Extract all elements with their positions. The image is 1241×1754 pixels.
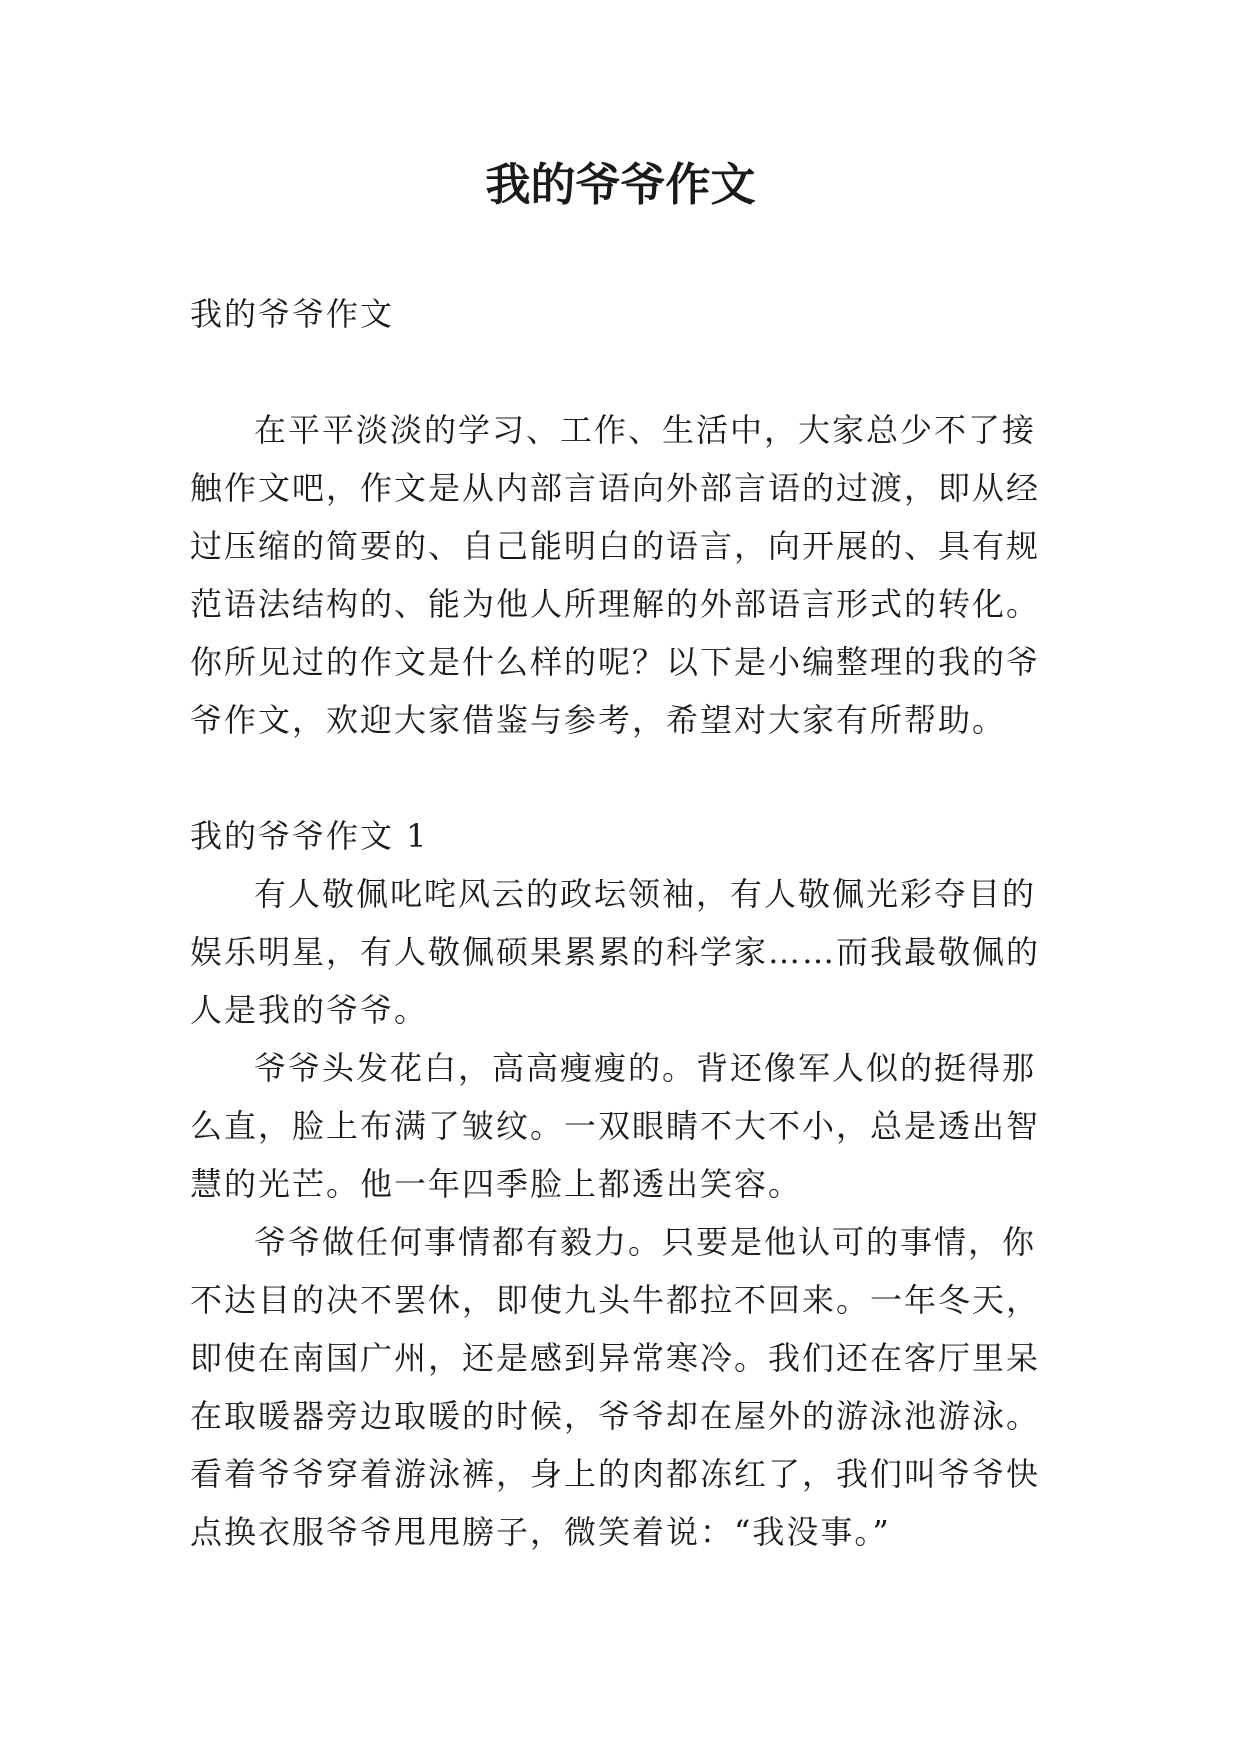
document-body (190, 285, 1052, 1561)
body-paragraph-3: 爷爷做任何事情都有毅力。只要是他认可的事情，你不达目的决不罢休，即使九头牛都拉不回来。一年冬天，即使在南国广州，还是感到异常寒冷。我们还在客厅里呆在取暖器旁边取暖的时候，爷爷却在屋外的游泳池游泳。看着爷爷穿着游泳裤，身上的肉都冻红了，我们叫爷爷快点换衣服爷爷甩甩膀子，微笑着说：“我没事。” (190, 1223, 1041, 1551)
intro-paragraph: 在平平淡淡的学习、工作、生活中，大家总少不了接触作文吧，作文是从内部言语向外部言语的过渡，即从经过压缩的简要的、自己能明白的语言，向开展的、具有规范语法结构的、能为他人所理解的外部语言形式的转化。你所见过的作文是什么样的呢？以下是小编整理的我的爷爷作文，欢迎大家借鉴与参考，希望对大家有所帮助。 (190, 411, 1041, 739)
body-paragraph-1: 有人敬佩叱咤风云的政坛领袖，有人敬佩光彩夺目的娱乐明星，有人敬佩硕果累累的科学家……而我最敬佩的人是我的爷爷。 (190, 875, 1041, 1029)
body-paragraph-2: 爷爷头发花白，高高瘦瘦的。背还像军人似的挺得那么直，脸上布满了皱纹。一双眼睛不大不小，总是透出智慧的光芒。他一年四季脸上都透出笑容。 (190, 1049, 1041, 1203)
section-heading: 我的爷爷作文 1 (190, 817, 429, 855)
document-title: 我的爷爷作文 (485, 158, 756, 211)
subtitle: 我的爷爷作文 (190, 295, 395, 333)
